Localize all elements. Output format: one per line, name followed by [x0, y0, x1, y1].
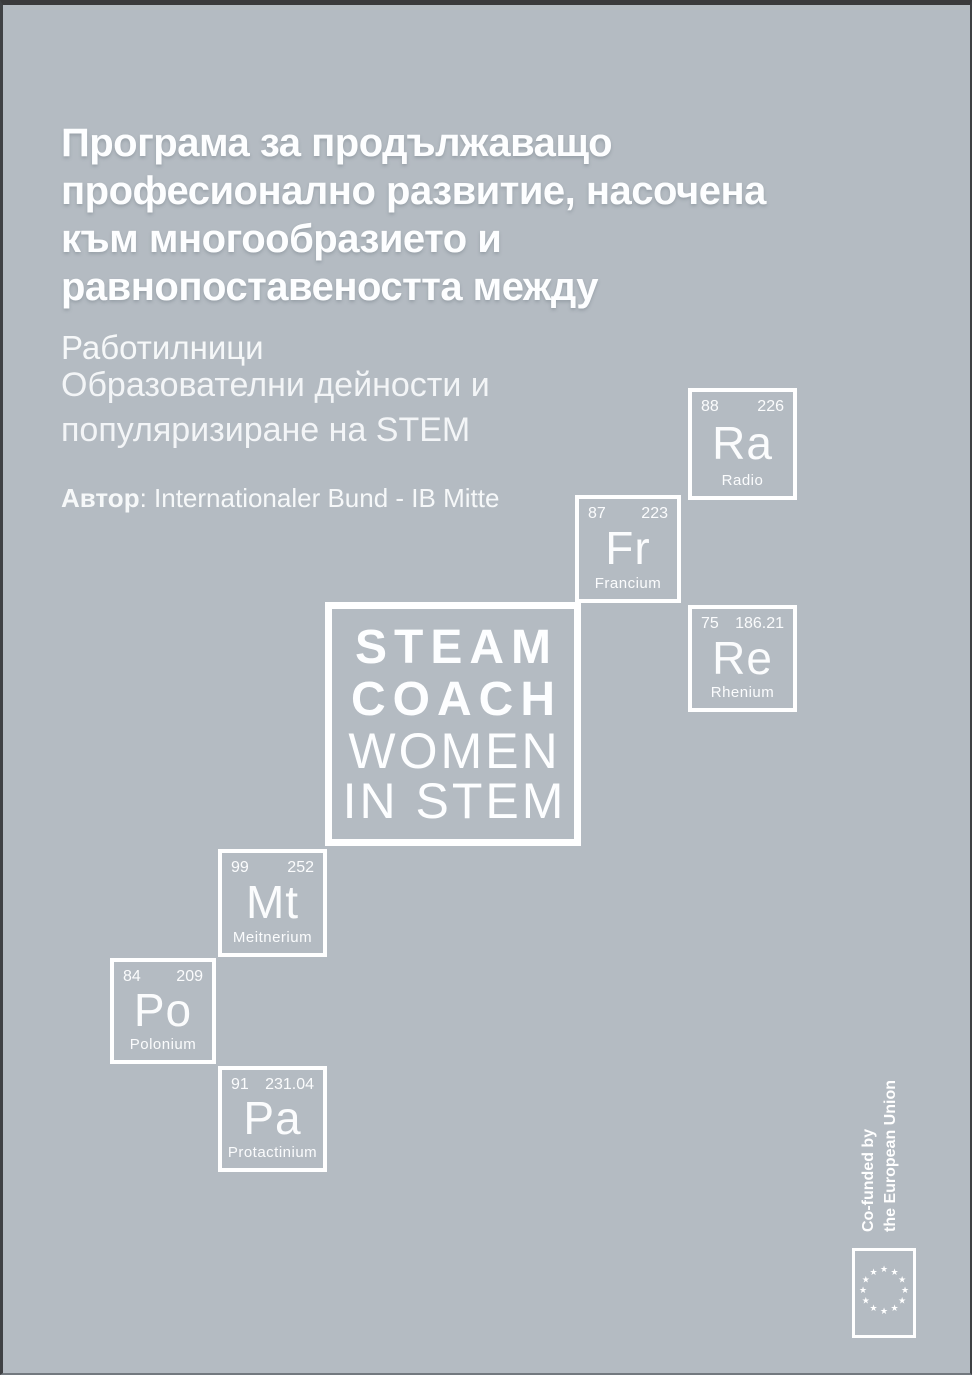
- element-name: Meitnerium: [232, 929, 313, 946]
- star-icon: ★: [898, 1274, 907, 1285]
- element-name: Radio: [721, 472, 764, 489]
- element-symbol: Pa: [243, 1092, 302, 1144]
- author-label: Автор: [61, 483, 140, 513]
- author-value: : Internationaler Bund - IB Mitte: [139, 483, 500, 513]
- description-line: Образователни дейности и: [61, 366, 490, 404]
- star-icon: ★: [890, 1303, 899, 1314]
- description: [61, 363, 490, 453]
- star-icon: ★: [861, 1295, 870, 1306]
- atomic-number: 84: [123, 968, 141, 985]
- atomic-number: 91: [231, 1076, 249, 1093]
- atomic-mass: 252: [287, 859, 314, 876]
- title-line: професионално развитие, насочена: [61, 169, 766, 213]
- element-box-radium: [688, 388, 797, 500]
- star-icon: ★: [898, 1295, 907, 1306]
- element-symbol: Mt: [245, 876, 300, 928]
- star-icon: ★: [858, 1285, 868, 1296]
- star-icon: ★: [861, 1274, 870, 1285]
- atomic-mass: 209: [176, 968, 203, 985]
- star-icon: ★: [900, 1285, 910, 1296]
- eu-funding-line: Co-funded by: [860, 1128, 877, 1232]
- atomic-number: 88: [701, 398, 719, 415]
- element-name: Rhenium: [710, 684, 775, 701]
- eu-funding-line: the European Union: [882, 1080, 899, 1232]
- logo-line-women: WOMEN: [348, 723, 561, 779]
- star-icon: ★: [869, 1267, 878, 1278]
- star-icon: ★: [879, 1306, 889, 1317]
- description-line: популяризиране на STEM: [61, 411, 471, 449]
- subtitle: Работилници: [61, 329, 264, 366]
- element-name: Francium: [594, 575, 662, 592]
- element-box-rhenium: [688, 605, 797, 712]
- element-box-francium: [575, 495, 681, 603]
- eu-flag-icon: [852, 1248, 916, 1338]
- atomic-mass: 231.04: [265, 1076, 314, 1093]
- element-symbol: Ra: [712, 417, 773, 469]
- logo-line-coach: COACH: [351, 673, 562, 726]
- logo-line-steam: STEAM: [355, 621, 558, 674]
- element-name: Protactinium: [227, 1144, 318, 1161]
- atomic-mass: 223: [641, 505, 668, 522]
- author-line: [61, 482, 499, 514]
- eu-funding-text: [858, 1048, 908, 1232]
- logo-line-in-stem: IN STEM: [342, 773, 567, 829]
- star-icon: ★: [879, 1264, 889, 1275]
- title-line: Програма за продължаващо: [61, 121, 613, 165]
- atomic-number: 99: [231, 859, 249, 876]
- page-title: [61, 119, 766, 311]
- atomic-mass: 186.21: [735, 615, 784, 632]
- element-symbol: Po: [133, 984, 193, 1036]
- title-line: към многообразието и: [61, 217, 502, 261]
- element-box-protactinium: [218, 1066, 327, 1172]
- star-icon: ★: [890, 1267, 899, 1278]
- atomic-mass: 226: [757, 398, 784, 415]
- star-icon: ★: [869, 1303, 878, 1314]
- element-symbol: Fr: [605, 522, 651, 574]
- element-symbol: Re: [712, 631, 773, 684]
- steam-coach-logo: [325, 602, 581, 846]
- element-name: Polonium: [129, 1036, 197, 1053]
- title-line: равнопоставеността между: [61, 265, 598, 309]
- atomic-number: 87: [588, 505, 606, 522]
- element-box-meitnerium: [218, 849, 327, 957]
- atomic-number: 75: [701, 615, 719, 632]
- element-box-polonium: [110, 958, 216, 1064]
